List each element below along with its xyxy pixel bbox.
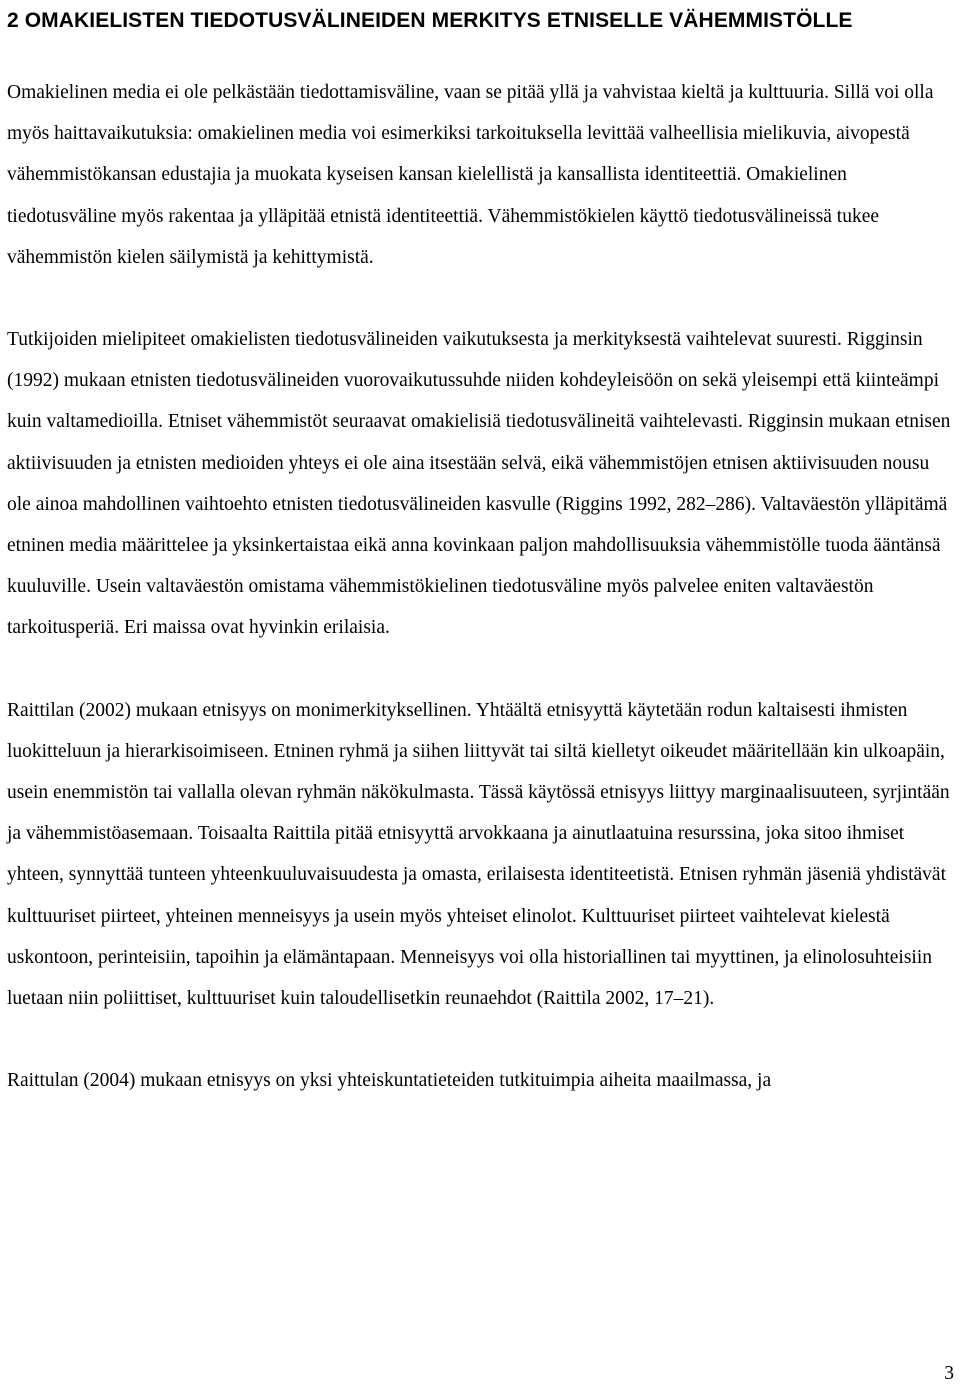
page-number: 3 — [944, 1363, 954, 1384]
paragraph-ethnicity-meaning: Raittilan (2002) mukaan etnisyys on monimerkityksellinen. Yhtäältä etnisyyttä käytetään rodun kaltaisesti ihmisten luokitteluun ja hierarkisoimiseen. Etninen ryhmä ja siihen liittyvät tai siltä kielletyt oikeudet määritellään kin ulkoapäin, usein enemmistön tai vallalla olevan ryhmän näkökulmasta. Tässä käytössä etnisyys liittyy marginaalisuuteen, syrjintään ja vähemmistöasemaan. Toisaalta Raittila pitää etnisyyttä arvokkaana ja ainutlaatuina resurssina, joka sitoo ihmiset yhteen, synnyttää tunteen yhteenkuuluvaisuudesta ja omasta, erilaisesta identiteetistä. Etnisen ryhmän jäseniä yhdistävät kulttuuriset piirteet, yhteinen menneisyys ja usein myös yhteiset elinolot. Kulttuuriset piirteet vaihtelevat kielestä uskontoon, perinteisiin, tapoihin ja elämäntapaan. Menneisyys voi olla historiallinen tai myyttinen, ja elinolosuhteisiin luetaan niin poliittiset, kulttuuriset kuin taloudellisetkin reunaehdot (Raittila 2002, 17–21). — [7, 699, 950, 1010]
paragraph-media-role: Omakielinen media ei ole pelkästään tiedottamisväline, vaan se pitää yllä ja vahvistaa kieltä ja kulttuuria. Sillä voi olla myös haittavaikutuksia: omakielinen media voi esimerkiksi tarkoituksella levittää valheellisia mielikuvia, aivopestä vähemmistökansan edustajia ja muokata kyseisen kansan kielellistä ja kansallista identiteettiä. Omakielinen tiedotusväline myös rakentaa ja ylläpitää etnistä identiteettiä. Vähemmistökielen käyttö tiedotusvälineissä tukee vähemmistön kielen säilymistä ja kehittymistä. — [7, 82, 934, 268]
document-page — [7, 0, 953, 1101]
paragraph-researcher-views: Tutkijoiden mielipiteet omakielisten tiedotusvälineiden vaikutuksesta ja merkityksestä vaihtelevat suuresti. Rigginsin (1992) mukaan etnisten tiedotusvälineiden vuorovaikutussuhde niiden kohdeyleisöön on sekä yleisempi että kiinteämpi kuin valtamedioilla. Etniset vähemmistöt seuraavat omakielisiä tiedotusvälineitä vaihtelevasti. Rigginsin mukaan etnisen aktiivisuuden ja etnisten medioiden yhteys ei ole aina itsestään selvä, eikä vähemmistöjen etnisen aktiivisuuden nousu ole ainoa mahdollinen vaihtoehto etnisten tiedotusvälineiden kasvulle (Riggins 1992, 282–286). Valtaväestön ylläpitämä etninen media määrittelee ja yksinkertaistaa eikä anna kovinkaan paljon mahdollisuuksia vähemmistölle tuoda ääntänsä kuuluville. Usein valtaväestön omistama vähemmistökielinen tiedotusväline myös palvelee eniten valtaväestön tarkoitusperiä. Eri maissa ovat hyvinkin erilaisia. — [7, 329, 951, 639]
section-heading: 2 OMAKIELISTEN TIEDOTUSVÄLINEIDEN MERKITYS ETNISELLE VÄHEMMISTÖLLE — [7, 9, 853, 32]
paragraph-ethnicity-research: Raittulan (2004) mukaan etnisyys on yksi yhteiskuntatieteiden tutkituimpia aiheita maailmassa, ja — [7, 1070, 772, 1092]
